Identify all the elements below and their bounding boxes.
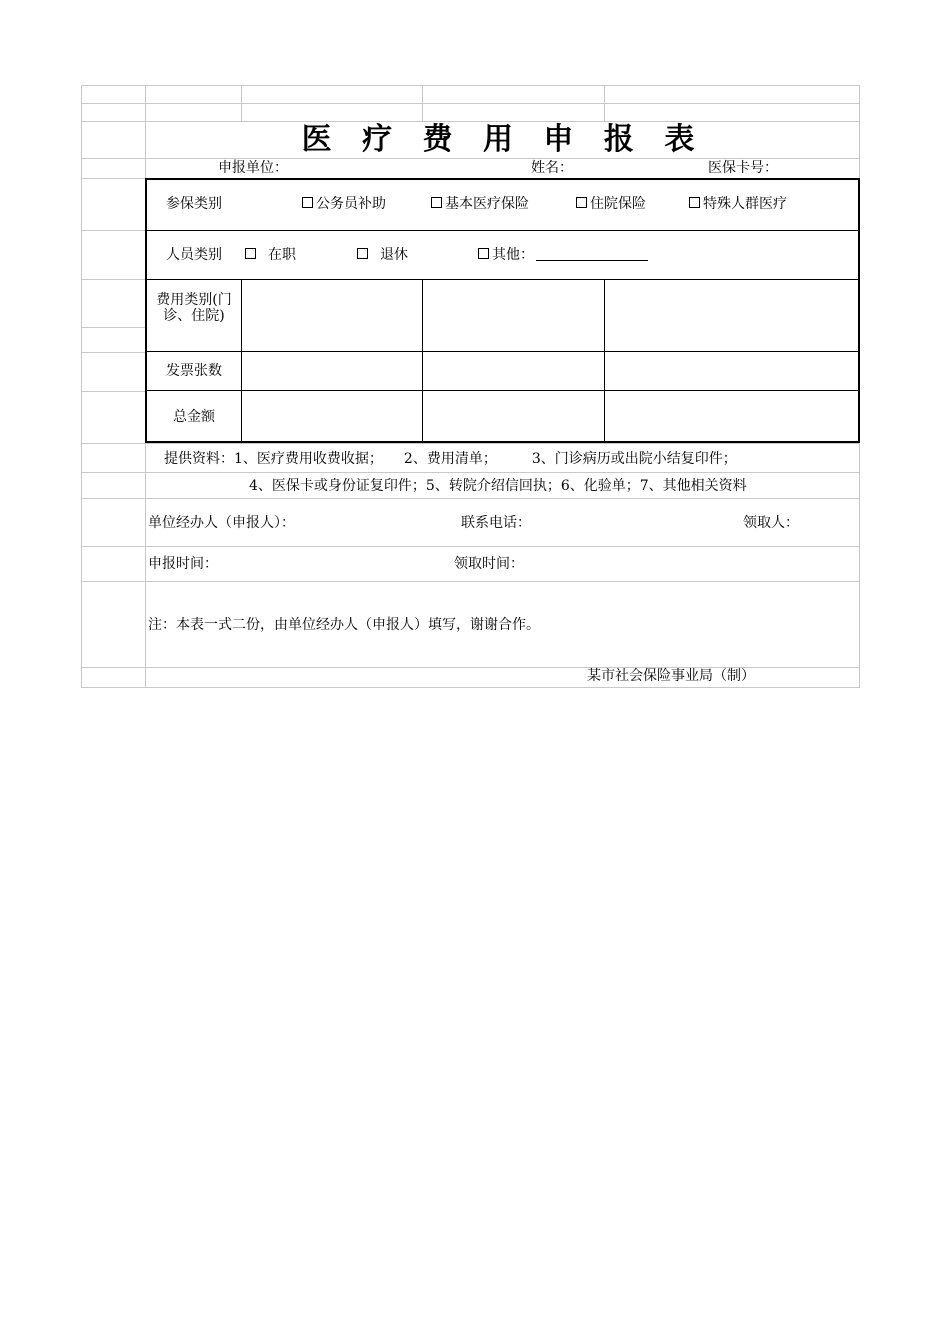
table-line <box>145 351 860 352</box>
insurance-type-label: 参保类别 <box>166 196 222 212</box>
grid-line <box>81 443 860 444</box>
name-label: 姓名： <box>531 160 573 176</box>
materials-line-2: 4、医保卡或身份证复印件；5、转院介绍信回执；6、化验单；7、其他相关资料 <box>249 478 747 494</box>
table-line <box>604 279 605 443</box>
grid-line <box>81 498 860 499</box>
checkbox-icon[interactable] <box>302 197 313 208</box>
receive-time-label: 领取时间： <box>454 556 524 572</box>
grid-line <box>241 85 242 121</box>
grid-line <box>81 279 145 280</box>
grid-line <box>81 85 82 687</box>
grid-line <box>81 472 860 473</box>
insurance-option-basic[interactable]: 基本医疗保险 <box>431 196 529 212</box>
receiver-label: 领取人： <box>743 515 799 531</box>
person-option-other[interactable]: 其他： <box>478 247 648 263</box>
grid-line <box>81 230 145 231</box>
table-line <box>422 279 423 443</box>
main-table <box>145 178 860 443</box>
apply-time-label: 申报时间： <box>148 556 218 572</box>
insurance-option-special[interactable]: 特殊人群医疗 <box>689 196 787 212</box>
issuer-text: 某市社会保险事业局（制） <box>587 668 755 684</box>
table-line <box>241 279 242 443</box>
insurance-option-hospital[interactable]: 住院保险 <box>576 196 646 212</box>
grid-line <box>81 103 860 104</box>
fee-type-label: 费用类别(门诊、住院) <box>156 292 232 324</box>
grid-line <box>422 85 423 121</box>
phone-label: 联系电话： <box>461 515 531 531</box>
other-input-line[interactable] <box>536 248 648 261</box>
grid-line <box>81 352 145 353</box>
agent-label: 单位经办人（申报人）： <box>148 515 295 531</box>
person-type-label: 人员类别 <box>166 247 222 263</box>
grid-line <box>81 178 145 179</box>
card-number-label: 医保卡号： <box>708 160 778 176</box>
grid-line <box>81 327 145 328</box>
table-line <box>145 279 860 280</box>
checkbox-icon[interactable] <box>478 248 489 259</box>
grid-line <box>81 546 860 547</box>
materials-line-1: 提供资料：1、医疗费用收费收据； 2、费用清单； 3、门诊病历或出院小结复印件； <box>164 451 737 467</box>
form-title: 医 疗 费 用 申 报 表 <box>301 122 705 157</box>
grid-line <box>81 85 860 86</box>
grid-line <box>81 391 145 392</box>
checkbox-icon[interactable] <box>689 197 700 208</box>
checkbox-icon[interactable] <box>431 197 442 208</box>
table-line <box>145 390 860 391</box>
table-line <box>145 230 860 231</box>
person-option-employed[interactable]: 在职 <box>245 247 296 263</box>
checkbox-icon[interactable] <box>576 197 587 208</box>
insurance-option-civil[interactable]: 公务员补助 <box>302 196 386 212</box>
invoice-count-label: 发票张数 <box>166 363 222 379</box>
note-text: 注：本表一式二份，由单位经办人（申报人）填写，谢谢合作。 <box>148 617 540 633</box>
checkbox-icon[interactable] <box>357 248 368 259</box>
total-amount-label: 总金额 <box>173 409 215 425</box>
checkbox-icon[interactable] <box>245 248 256 259</box>
grid-line <box>604 85 605 121</box>
unit-label: 申报单位： <box>218 160 288 176</box>
person-option-retired[interactable]: 退休 <box>357 247 408 263</box>
grid-line <box>81 581 860 582</box>
grid-line <box>81 687 860 688</box>
